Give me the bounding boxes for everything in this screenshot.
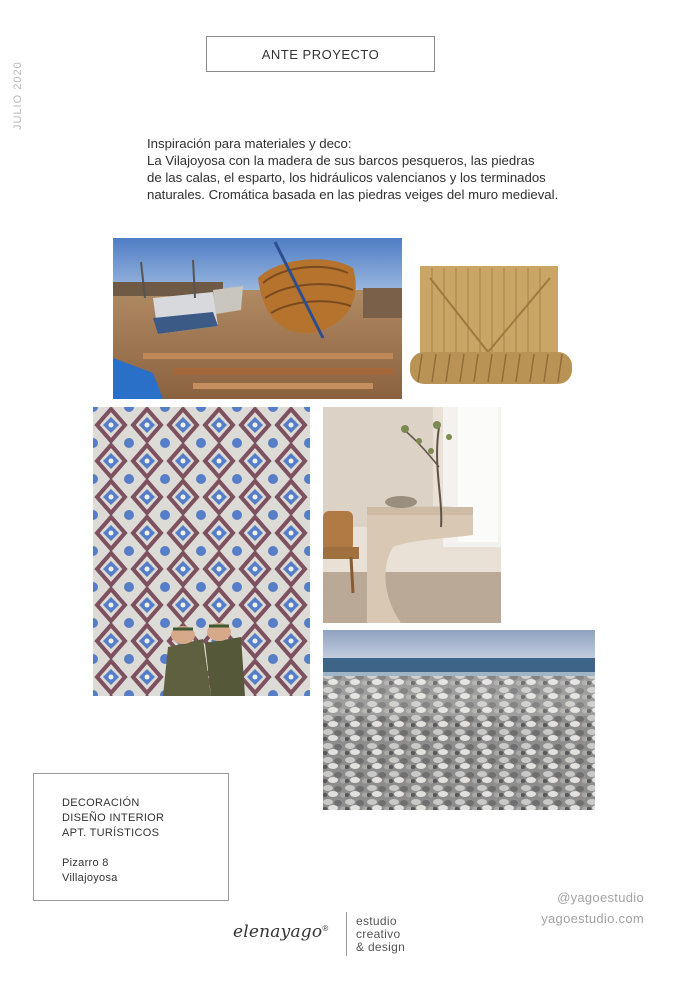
page-title: ANTE PROYECTO: [206, 36, 435, 72]
website-link[interactable]: yagoestudio.com: [541, 911, 644, 926]
hydraulic-tiles-photo: [93, 407, 310, 696]
esparto-mat-photo: [408, 262, 574, 388]
date-label: JULIO 2020: [12, 61, 24, 130]
intro-line: La Vilajoyosa con la madera de sus barcos pesqueros, las piedras: [147, 153, 535, 168]
intro-text: [147, 135, 627, 203]
brand-logo: elenayago®: [233, 922, 329, 942]
service-item: DECORACIÓN: [62, 797, 140, 809]
brand-tagline: & design: [356, 940, 406, 954]
pebble-beach-photo: [323, 630, 595, 810]
address-line: Pizarro 8: [62, 857, 109, 869]
instagram-handle[interactable]: @yagoestudio: [557, 890, 644, 905]
address-line: Villajoyosa: [62, 872, 118, 884]
info-box: [33, 773, 229, 901]
brand-tagline: creativo: [356, 927, 401, 941]
logo-divider: [346, 912, 347, 956]
interior-bench-photo: [323, 407, 501, 623]
brand-name: elenayago: [233, 922, 323, 942]
service-item: APT. TURÍSTICOS: [62, 827, 160, 839]
intro-line: de las calas, el esparto, los hidráulicos valencianos y los terminados: [147, 170, 546, 185]
intro-line: Inspiración para materiales y deco:: [147, 136, 352, 151]
service-item: DISEÑO INTERIOR: [62, 812, 165, 824]
fishing-boat-photo: [113, 238, 402, 399]
intro-line: naturales. Cromática basada en las piedras veiges del muro medieval.: [147, 187, 559, 202]
brand-tagline: estudio: [356, 914, 397, 928]
